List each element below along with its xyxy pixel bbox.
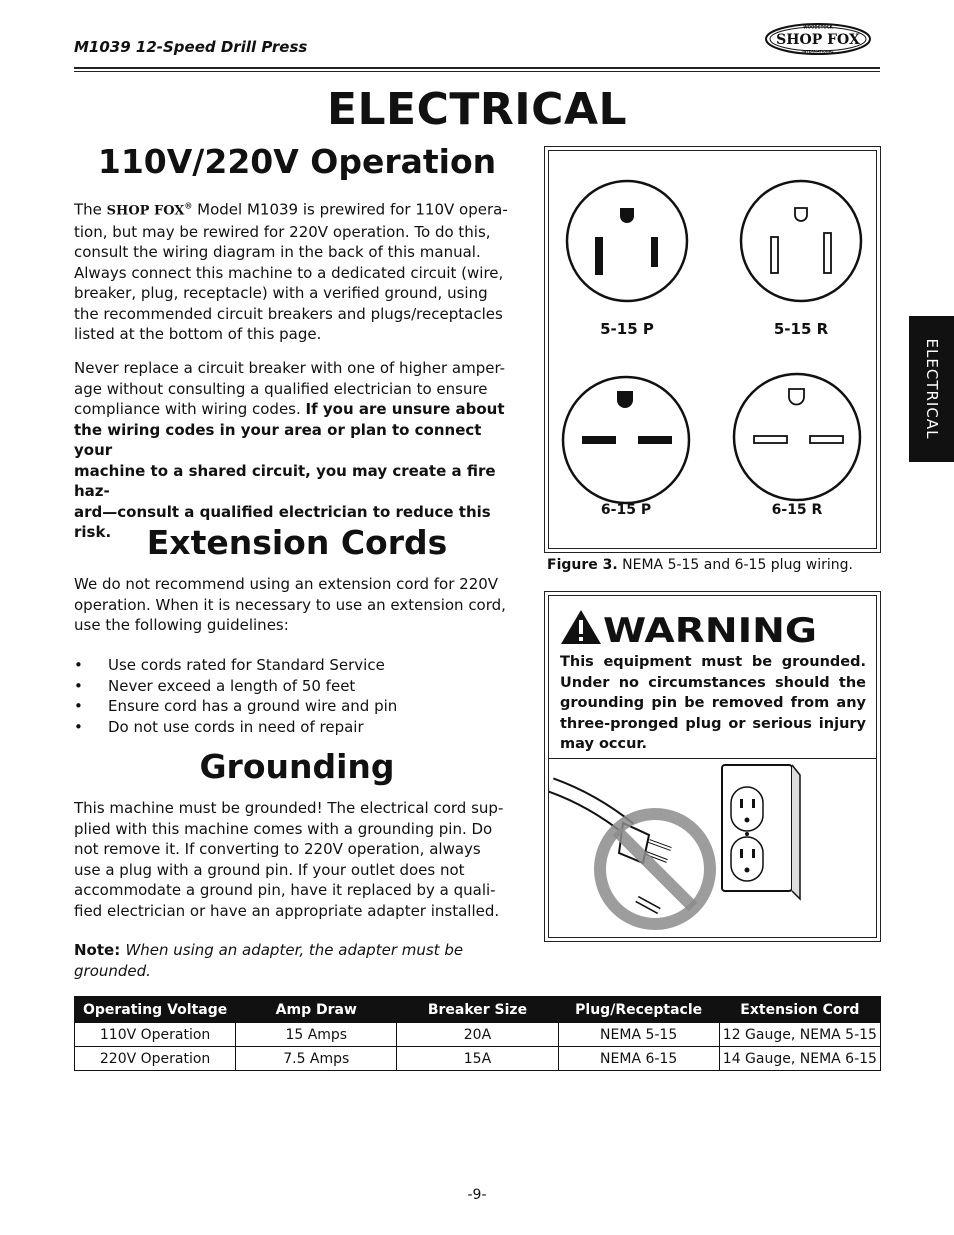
- page-title: ELECTRICAL: [326, 84, 628, 135]
- warning-text: This equipment must be grounded. Under no circumstances should the grounding pin be removed from any three-pronged plug or serious injury may occur.: [560, 654, 866, 752]
- receptacle-6-15r-icon: [734, 374, 860, 500]
- section-side-tab[interactable]: [909, 316, 954, 462]
- table-cell: NEMA 5-15: [558, 1023, 719, 1047]
- header-rule-thin: [74, 71, 880, 72]
- plug-diagram: [549, 151, 876, 548]
- manual-title: M1039 12-Speed Drill Press: [74, 38, 308, 56]
- receptacle-5-15r-icon: [741, 181, 861, 301]
- plug-5-15p-icon: [567, 181, 687, 301]
- logo-top-text: WOODSTOCK: [803, 24, 833, 30]
- grounding-heading: Grounding: [199, 747, 395, 786]
- side-tab-label: ELECTRICAL: [922, 338, 941, 440]
- warning-triangle-icon: [561, 610, 601, 644]
- logo-bottom-text: INTERNATIONAL: [802, 49, 834, 54]
- grounding-paragraph: This machine must be grounded! The electrical cord sup- plied with this machine comes with a grounding pin. Do not remove it. If converting to 220V operation, always use a plug with a ground pin. If your outlet does not accommodate a ground pin, have it replaced by a quali- fied electrician or have an appropriate adapter installed.: [74, 799, 504, 920]
- no-pin-removal-illustration: [549, 759, 876, 937]
- warning-header: [559, 606, 869, 646]
- operation-paragraph-1: The SHOP FOX® Model M1039 is prewired for 110V opera- tion, but may be rewired for 220V operation. To do this, consult the wiring diagram in the back of this manual. Always connect this machine to a dedicated circuit (wire, breaker, plug, receptacle) with a verified ground, using the recommended circuit breakers and plugs/receptacles listed at the bottom of this page.: [74, 200, 508, 344]
- plug-6-15p-icon: [563, 377, 689, 503]
- table-cell: NEMA 6-15: [558, 1047, 719, 1071]
- table-cell: 14 Gauge, NEMA 6-15: [719, 1047, 880, 1071]
- brand-name: SHOP FOX: [106, 203, 185, 219]
- operation-heading: 110V/220V Operation: [97, 142, 497, 181]
- warning-title: WARNING: [603, 611, 817, 646]
- grounding-note: Note: When using an adapter, the adapter must be grounded.: [74, 941, 464, 980]
- label-6-15r: 6-15 R: [771, 502, 823, 518]
- extension-cords-guidelines: [74, 655, 520, 737]
- col-plug-receptacle: Plug/Receptacle: [558, 997, 719, 1023]
- list-item: • Use cords rated for Standard Service: [74, 655, 520, 676]
- table-cell: 220V Operation: [75, 1047, 236, 1071]
- extension-cords-heading: Extension Cords: [146, 523, 448, 562]
- list-item: • Never exceed a length of 50 feet: [74, 676, 520, 697]
- table-header-row: [75, 997, 881, 1023]
- extension-cords-paragraph: We do not recommend using an extension cord for 220V operation. When it is necessary to use an extension cord, use the following guidelines:: [74, 575, 506, 634]
- label-5-15p: 5-15 P: [600, 320, 654, 338]
- figure-caption: Figure 3. NEMA 5-15 and 6-15 plug wiring.: [547, 557, 853, 573]
- nema-plug-figure: [544, 146, 881, 553]
- circuit-requirements-table: [74, 996, 881, 1071]
- note-label: Note:: [74, 941, 126, 959]
- col-extension-cord: Extension Cord: [719, 997, 880, 1023]
- list-item: • Do not use cords in need of repair: [74, 717, 520, 738]
- col-amp-draw: Amp Draw: [236, 997, 397, 1023]
- col-operating-voltage: Operating Voltage: [75, 997, 236, 1023]
- col-breaker-size: Breaker Size: [397, 997, 558, 1023]
- outlet-icon: [722, 765, 800, 899]
- table-cell: 15A: [397, 1047, 558, 1071]
- table-cell: 7.5 Amps: [236, 1047, 397, 1071]
- table-row: [75, 1047, 881, 1071]
- list-item: • Ensure cord has a ground wire and pin: [74, 696, 520, 717]
- shop-fox-logo: [764, 22, 872, 56]
- operation-paragraph-2: Never replace a circuit breaker with one of higher amper- age without consulting a qualified electrician to ensure compliance with wiring codes. If you are unsure about the wiring codes in your area or plan to connect your machine to a shared circuit, you may create a fire haz- ard—consult a qualified electrician to reduce this risk.: [74, 359, 506, 541]
- warning-box: [544, 591, 881, 942]
- page-number: -9-: [467, 1187, 487, 1203]
- table-cell: 110V Operation: [75, 1023, 236, 1047]
- table-row: [75, 1023, 881, 1047]
- label-5-15r: 5-15 R: [773, 320, 829, 338]
- table-cell: 15 Amps: [236, 1023, 397, 1047]
- logo-text: SHOP FOX: [776, 32, 860, 48]
- table-cell: 12 Gauge, NEMA 5-15: [719, 1023, 880, 1047]
- label-6-15p: 6-15 P: [600, 502, 652, 518]
- table-cell: 20A: [397, 1023, 558, 1047]
- header-rule: [74, 67, 880, 69]
